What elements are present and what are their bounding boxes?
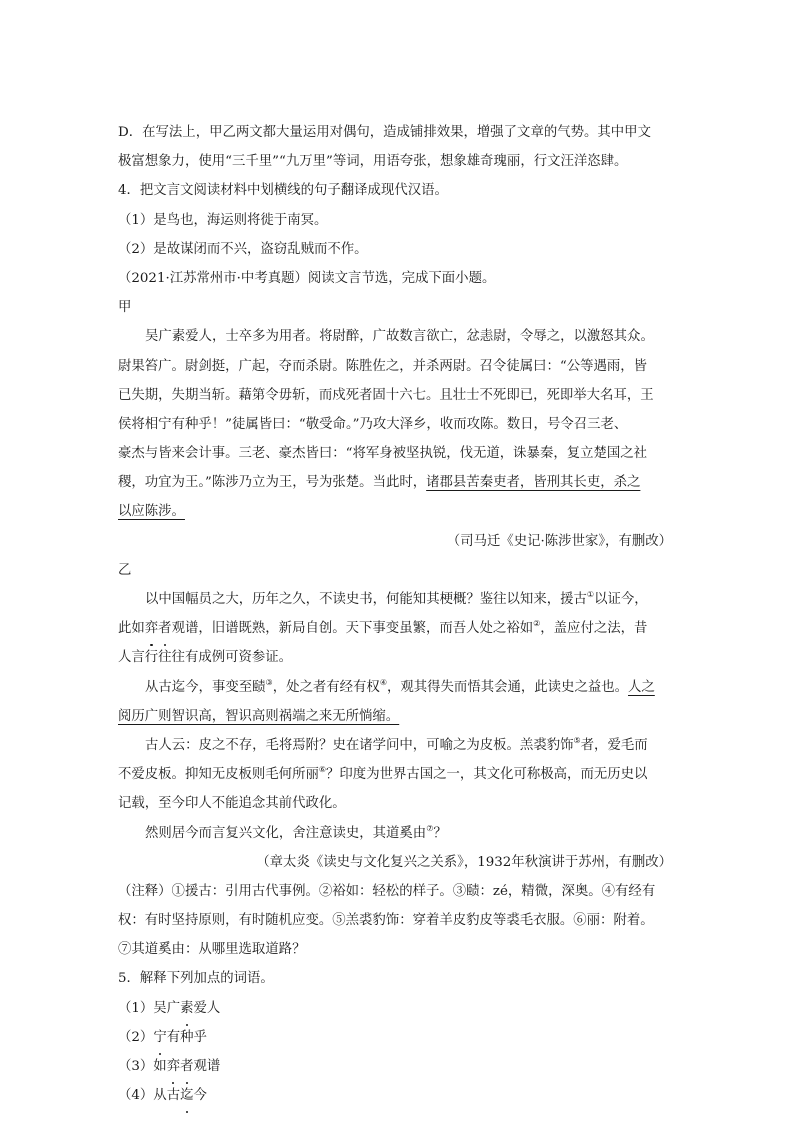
dotted-char: 迄	[180, 1081, 193, 1110]
passage-b-p2-line-2	[118, 702, 678, 731]
text: 以中国幅员之大，历年之久，不读史书，何能知其梗概？鉴往以知来，援古	[145, 592, 587, 607]
underlined-sentence-b: 人之	[628, 679, 655, 695]
passage-a-line-6	[118, 468, 678, 497]
text: 不爱皮板。抑知无皮板则毛何所丽	[118, 767, 319, 783]
text: 者，爱毛而	[580, 737, 648, 753]
question-5-stem: 5．解释下列加点的词语。	[118, 971, 274, 987]
passage-a-line-7	[118, 497, 678, 526]
underlined-sentence-b-end: 阅历广则智识高，智识高则祸端之来无所惝缩。	[118, 708, 400, 724]
passage-b-p1-line-1	[118, 585, 678, 614]
passage-a-line-4: 侯将相宁有种乎！”徒属皆曰：“敬受命。”乃攻大泽乡，收而攻陈。数日，号令召三老、	[118, 416, 628, 432]
underlined-sentence: 诸郡县苦秦吏者，皆刑其长吏，杀之	[426, 475, 641, 491]
dotted-char: 弈	[167, 1052, 180, 1081]
passage-b-p2-line-1	[118, 673, 678, 702]
passage-a-source: （司马迁《史记·陈涉世家》，有删改）	[446, 533, 672, 549]
text: （4）从古	[118, 1088, 181, 1104]
text: 爱人	[193, 1000, 221, 1016]
text: 观谱，旧谱既熟，新局自创。天下事变虽繁，而吾人处之裕如	[171, 621, 534, 637]
text: 古人云：皮之不存，毛将焉附？史在诸学问中，可喻之为皮板。羔裘豹饰	[145, 737, 574, 753]
question-4-item-2: （2）是故谋闭而不兴，盗窃乱贼而不作。	[118, 241, 368, 257]
passage-b-p3-line-3: 记载，至今印人不能追念其前代政化。	[118, 796, 346, 812]
text: ？印度为世界古国之一，其文化可称极高，而无历史以	[326, 767, 648, 783]
text: 观谱	[193, 1059, 221, 1074]
question-5-item-1	[118, 994, 678, 1023]
notes-line-2: 权：有时坚持原则，有时随机应变。⑤羔裘豹饰：穿着羊皮豹皮等裘毛衣服。⑥丽：附着。	[118, 913, 654, 929]
dotted-char: 者	[158, 614, 171, 643]
text: （3）如	[118, 1059, 167, 1074]
note-marker-7: ⑦	[426, 823, 434, 833]
passage-b-p1-line-2	[118, 614, 678, 643]
dotted-char: 弈	[145, 614, 158, 643]
passage-b-source: （章太炎《读史与文化复兴之关系》，1932年秋演讲于苏州，有删改）	[256, 854, 672, 870]
option-d-line-2: 极富想象力，使用“三千里”“九万里”等词，用语夸张，想象雄奇瑰丽，行文汪洋恣肆。	[118, 154, 628, 170]
text: 今	[193, 1088, 207, 1104]
passage-a-line-6-text: 稷，功宜为王。”陈涉乃立为王，号为张楚。当此时，	[118, 475, 427, 491]
note-marker-3: ③	[265, 677, 273, 687]
notes-line-1: （注释）①援古：引用古代事例。②裕如：轻松的样子。③赜：zé，精微，深奥。④有经有	[118, 883, 656, 899]
passage-b-p1-line-3: 人言行往往有成例可资参证。	[118, 650, 293, 666]
text: （1）吴广	[118, 1000, 181, 1016]
passage-b-p4-line-1	[118, 819, 678, 848]
source-intro: （2021·江苏常州市·中考真题）阅读文言节选，完成下面小题。	[118, 270, 496, 286]
document-page	[118, 118, 678, 1110]
passage-b-p3-line-2	[118, 760, 678, 789]
question-5-item-3	[118, 1052, 678, 1081]
option-d-line-1: D．在写法上，甲乙两文都大量运用对偶句，造成铺排效果，增强了文章的气势。其中甲文	[118, 125, 651, 140]
notes-line-3: ⑦其道奚由：从哪里选取道路？	[118, 942, 306, 958]
passage-b-p3-line-1	[118, 731, 678, 760]
note-marker-4: ④	[379, 677, 387, 687]
note-marker-2: ②	[533, 619, 541, 629]
passage-a-label: 甲	[118, 300, 132, 316]
text: ，处之者有经有权	[272, 679, 380, 695]
passage-a-line-1: 吴广素爱人，士卒多为用者。将尉醉，广故数言欲亡，忿恚尉，令辱之，以激怒其众。	[145, 329, 654, 345]
note-marker-6: ⑥	[318, 765, 327, 775]
text: ，观其得失而悟其会通，此读史之益也。	[386, 679, 629, 695]
text: 有种乎	[166, 1029, 207, 1045]
underlined-sentence-end: 以应陈涉。	[118, 504, 185, 520]
question-5-item-4	[118, 1081, 678, 1110]
passage-a-line-3: 已失期，失期当斩。藉第令毋斩，而戍死者固十六七。且壮士不死即已，死即举大名耳，王	[118, 387, 654, 403]
dotted-char: 者	[180, 1052, 193, 1081]
text: 此如	[118, 621, 145, 637]
text: 从古迄今，事变至赜	[145, 679, 266, 695]
dotted-char: 宁	[153, 1023, 166, 1052]
passage-b-label: 乙	[118, 562, 132, 578]
note-marker-5: ⑤	[573, 735, 581, 745]
question-4-stem: 4．把文言文阅读材料中划横线的句子翻译成现代汉语。	[118, 183, 448, 199]
passage-a-line-2: 尉果笞广。尉剑挺，广起，夺而杀尉。陈胜佐之，并杀两尉。召令徒属曰：“公等遇雨，皆	[118, 358, 648, 374]
text: ？	[433, 825, 447, 841]
text: （2）	[118, 1029, 154, 1045]
text: ，盖应付之法，昔	[540, 621, 648, 637]
text: 以证今，	[594, 592, 648, 607]
question-4-item-1: （1）是鸟也，海运则将徙于南冥。	[118, 212, 328, 228]
text: 然则居今而言复兴文化，舍注意读史，其道奚由	[145, 825, 427, 841]
question-5-item-2	[118, 1023, 678, 1052]
dotted-char: 素	[180, 994, 193, 1023]
note-marker-1: ①	[586, 590, 595, 599]
passage-a-line-5: 豪杰与皆来会计事。三老、豪杰皆曰：“将军身被坚执锐，伐无道，诛暴秦，复立楚国之社	[118, 446, 648, 462]
